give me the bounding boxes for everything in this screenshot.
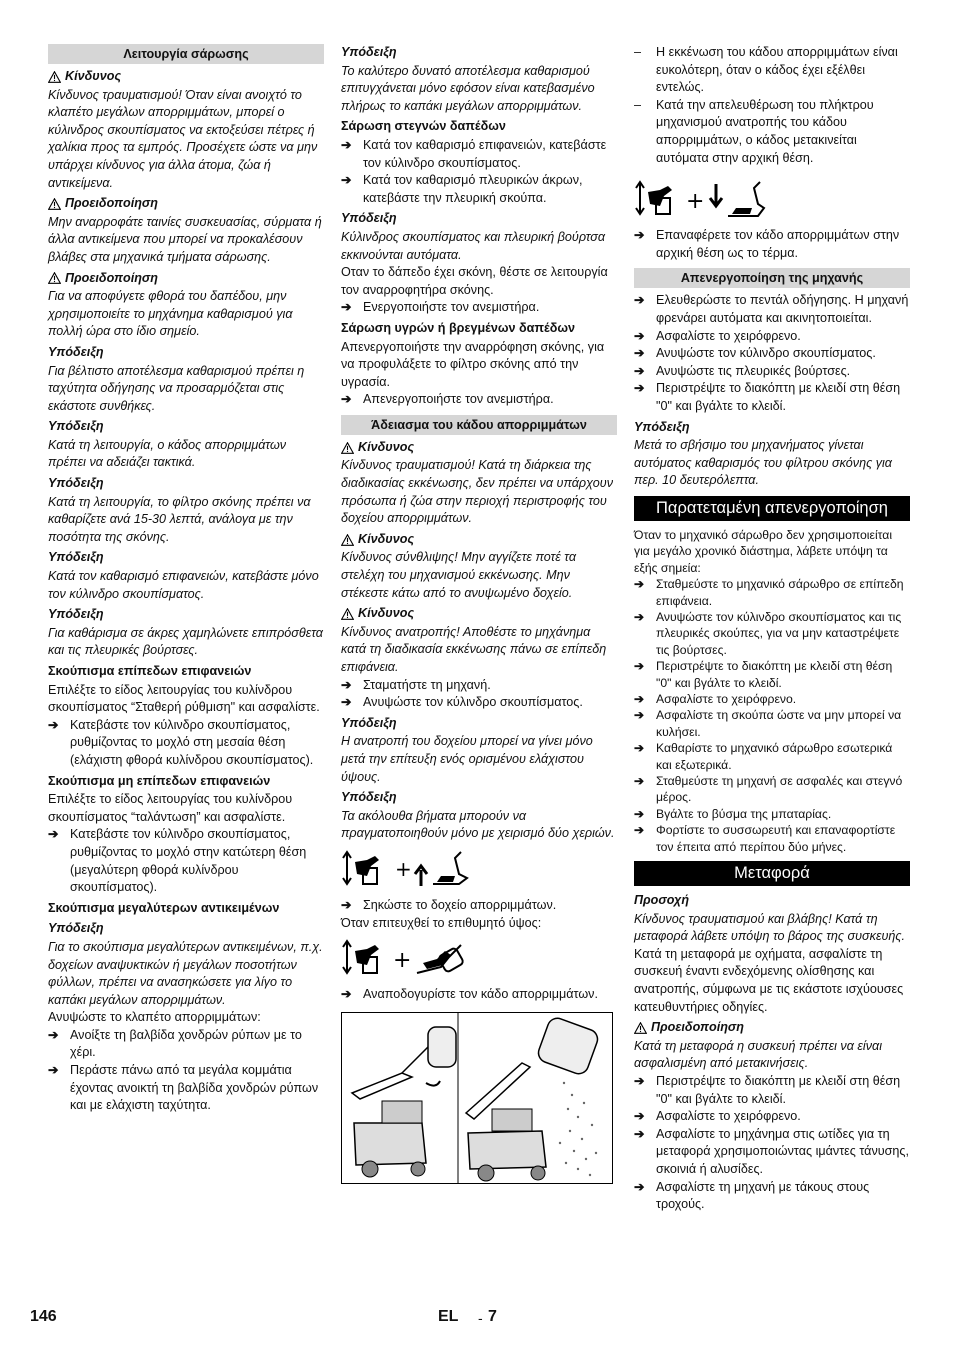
danger-heading: Κίνδυνος: [341, 439, 617, 457]
dash-item: – Η εκκένωση του κάδου απορριμμάτων είναι ευκολότερη, όταν ο κάδος έχει εξέλθει εντελώς.: [634, 44, 910, 97]
arrow-icon: ➔: [341, 300, 352, 315]
lift-container-pictogram: [341, 847, 617, 893]
arrow-icon: ➔: [634, 708, 645, 723]
column-left: [48, 44, 324, 1115]
step-item: ➔ Κατεβάστε τον κύλινδρο σκουπίσματος, ρυθμίζοντας το μοχλό στην κατώτερη θέση (μεγαλύτερη φθορά κυλίνδρου σκουπίσματος).: [48, 826, 324, 896]
step-item: ➔ Ελευθερώστε το πεντάλ οδήγησης. Η μηχανή φρενάρει αυτόματα και ακινητοποιείται.: [634, 292, 910, 327]
paragraph: Επιλέξτε το είδος λειτουργίας του κυλίνδρου σκουπίσματος “ταλάντωση” και ασφαλίστε.: [48, 792, 293, 824]
plus-sign: +: [393, 948, 412, 974]
arrow-icon: ➔: [634, 609, 645, 624]
paragraph: Όταν επιτευχθεί το επιθυμητό ύψος:: [341, 915, 542, 930]
step-item: ➔ Περιστρέψτε το διακόπτη με κλειδί στη θέση "0" και βγάλτε το κλειδί.: [634, 380, 910, 415]
note-text: Κατά τη λειτουργία, το φίλτρο σκόνης πρέπει να καθαρίζετε ανά 15-30 λεπτά, ανάλογα με την ποσότητα της σκόνης.: [48, 494, 311, 544]
danger-text: Κίνδυνος ανατροπής! Αποθέστε το μηχάνημα κατά τη διαδικασία εκκένωσης πάνω σε επίπεδη επιφάνεια.: [341, 624, 607, 674]
arrow-icon: ➔: [634, 577, 645, 592]
step-item: ➔ Ανυψώστε τον κύλινδρο σκουπίσματος και τις πλευρικές σκούπες, για να μην καταστρέψετε τις βούρτσες.: [634, 609, 902, 657]
arrow-icon: ➔: [634, 823, 645, 838]
note-heading: Υπόδειξη: [48, 550, 104, 565]
arrow-icon: ➔: [634, 691, 645, 706]
warning-heading: Προειδοποίηση: [48, 270, 324, 288]
sweeper-dumping-illustration: [342, 1013, 612, 1183]
warning-heading: Προειδοποίηση: [48, 195, 324, 213]
step-item: ➔ Καθαρίστε το μηχανικό σάρωθρο εσωτερικά και εξωτερικά.: [634, 741, 893, 772]
arrow-icon: ➔: [634, 1126, 645, 1141]
warning-triangle-icon: [634, 1022, 647, 1034]
note-text: Μετά το σβήσιμο του μηχανήματος γίνεται αυτόματος καθαρισμός του φίλτρου σκόνης για περ. 10 δευτερόλεπτα.: [634, 438, 892, 488]
arrow-icon: ➔: [634, 228, 645, 243]
arrow-icon: ➔: [341, 677, 352, 692]
paragraph: Κατά τη μεταφορά με οχήματα, ασφαλίστε τη συσκευή έναντι ενδεχόμενης ολίσθησης και ανατροπής, σύμφωνα με τις εκάστοτε ισχύουσες κατευθυντήριες οδηγίες.: [634, 946, 904, 1014]
step-item: ➔ Ασφαλίστε το χειρόφρενο.: [634, 691, 797, 706]
note-heading: Υπόδειξη: [341, 45, 397, 59]
column-middle: [341, 44, 617, 1184]
warning-triangle-icon: [341, 442, 354, 454]
warning-triangle-icon: [341, 534, 354, 546]
arrow-icon: ➔: [634, 659, 645, 674]
arrow-icon: ➔: [634, 328, 645, 343]
dash-item: – Κατά την απελευθέρωση του πλήκτρου μηχανισμού ανατροπής του κάδου απορριμμάτων, ο κάδος μετακινείται αυτόματα στην αρχική θέση.: [634, 97, 910, 167]
warning-heading: Προειδοποίηση: [634, 1019, 910, 1037]
note-text: Το καλύτερο δυνατό αποτέλεσμα καθαρισμού επιτυγχάνεται μόνο εφόσον είναι κατεβασμένο πλήρως το καπάκι μεγάλων απορριμμάτων.: [341, 63, 595, 113]
step-item: ➔ Ασφαλίστε το χειρόφρενο.: [634, 1108, 910, 1126]
step-item: ➔ Ασφαλίστε τη σκούπα ώστε να μην μπορεί να κυλήσει.: [634, 708, 902, 739]
danger-heading: Κίνδυνος: [48, 68, 324, 86]
arrow-icon: ➔: [634, 293, 645, 308]
step-item: ➔ Σταθμεύστε το μηχανικό σάρωθρο σε επίπεδη επιφάνεια.: [634, 577, 904, 608]
subheading-uneven-surfaces: Σκούπισμα μη επίπεδων επιφανειών: [48, 773, 271, 788]
warning-triangle-icon: [48, 272, 61, 284]
step-item: ➔ Περιστρέψτε το διακόπτη με κλειδί στη θέση "0" και βγάλτε το κλειδί.: [634, 1073, 910, 1108]
arrow-icon: ➔: [634, 363, 645, 378]
step-item: ➔ Κατά τον καθαρισμό πλευρικών άκρων, κατεβάστε την πλευρική σκούπα.: [341, 172, 617, 207]
arrow-icon: ➔: [634, 773, 645, 788]
paragraph: Ανυψώστε το κλαπέτο απορριμμάτων:: [48, 1010, 261, 1025]
step-item: ➔ Κατά τον καθαρισμό επιφανειών, κατεβάστε τον κύλινδρο σκουπίσματος.: [341, 137, 617, 172]
step-item: ➔ Ασφαλίστε το μηχάνημα στις ωτίδες για τη μεταφορά χρησιμοποιώντας ιμάντες τάνυσης, σκοινιά ή αλυσίδες.: [634, 1126, 910, 1179]
plus-sign: +: [395, 856, 412, 881]
section-title-long-shutdown: Παρατεταμένη απενεργοποίηση: [634, 496, 910, 521]
warning-text: Μην αναρροφάτε ταινίες συσκευασίας, σύρματα ή άλλα αντικείμενα που μπορεί να προκαλέσουν βλάβες στα μηχανικά τμήματα σάρωσης.: [48, 214, 322, 264]
paragraph: Οταν το δάπεδο έχει σκόνη, θέστε σε λειτουργία τον αναρροφητήρα σκόνης.: [341, 265, 608, 297]
caution-text: Κίνδυνος τραυματισμού και βλάβης! Κατά τη μεταφορά λάβετε υπόψη το βάρος της συσκευής.: [634, 911, 906, 944]
arrow-icon: ➔: [341, 897, 352, 912]
arrow-icon: ➔: [341, 392, 352, 407]
note-text: Κατά τη λειτουργία, ο κάδος απορριμμάτων πρέπει να αδειάζει τακτικά.: [48, 437, 287, 470]
note-text: Τα ακόλουθα βήματα μπορούν να πραγματοποιηθούν μόνο με χειρισμό δύο χεριών.: [341, 808, 615, 841]
section-title-emptying: Άδειασμα του κάδου απορριμμάτων: [341, 415, 617, 435]
note-text: Κατά τον καθαρισμό επιφανειών, κατεβάστε μόνο τον κύλινδρο σκουπίσματος.: [48, 569, 319, 601]
return-container-pictogram: [634, 177, 910, 223]
warning-triangle-icon: [341, 608, 354, 620]
caution-heading: Προσοχή: [634, 893, 690, 907]
tip-hand-icon: [341, 937, 471, 981]
step-item: ➔ Αναποδογυρίστε τον κάδο απορριμμάτων.: [341, 986, 617, 1004]
warning-text: Για να αποφύγετε φθορά του δαπέδου, μην χρησιμοποιείτε το μηχάνημα καθαρισμού για πολλή ώρα στο ίδιο σημείο.: [48, 289, 293, 339]
arrow-icon: ➔: [48, 1027, 59, 1042]
note-heading: Υπόδειξη: [634, 419, 690, 434]
danger-text: Κίνδυνος τραυματισμού! Όταν είναι ανοιχτό το κλαπέτο μεγάλων απορριμμάτων, μπορεί ο κύλινδρος σκουπίσματος να εκτοξεύσει πέτρες ή χαλίκια προς τα εμπρός. Προσέχετε ώστε να μην υπάρχει κίνδυνος για άλλα άτομα, ζώα ή αντικείμενα.: [48, 87, 318, 190]
step-item: ➔ Σηκώστε το δοχείο απορριμμάτων.: [341, 897, 617, 915]
dash-icon: –: [634, 97, 642, 112]
arrow-icon: ➔: [634, 741, 645, 756]
dash-icon: –: [634, 45, 642, 59]
danger-heading: Κίνδυνος: [341, 605, 617, 623]
note-heading: Υπόδειξη: [48, 921, 104, 936]
step-item: ➔ Ενεργοποιήστε τον ανεμιστήρα.: [341, 299, 617, 317]
plus-sign: +: [686, 189, 705, 215]
warning-text: Κατά τη μεταφορά η συσκευή πρέπει να είναι ασφαλισμένη από μετακινήσεις.: [634, 1038, 882, 1071]
arrow-icon: ➔: [48, 1063, 59, 1078]
step-item: ➔ Περάστε πάνω από τα μεγάλα κομμάτια έχοντας ανοικτή τη βαλβίδα χονδρών ρύπων και με ελάχιστη ταχύτητα.: [48, 1062, 324, 1115]
arrow-icon: ➔: [634, 346, 645, 361]
page-number: 146: [30, 1308, 57, 1325]
note-text: Για το σκούπισμα μεγαλύτερων αντικειμένων, π.χ. δοχείων αναψυκτικών ή μεγάλων ποσοτήτων φύλλων, πρέπει να ανασηκώσετε για λίγο το καπάκι μεγάλων απορριμμάτων.: [48, 939, 323, 1007]
note-heading: Υπόδειξη: [341, 715, 397, 730]
step-item: ➔ Βγάλτε το βύσμα της μπαταρίας.: [634, 806, 832, 821]
note-heading: Υπόδειξη: [48, 607, 104, 622]
lift-hand-pedal-icon: [341, 848, 471, 892]
paragraph: Όταν το μηχανικό σάρωθρο δεν χρησιμοποιείται για μεγάλο χρονικό διάστημα, λάβετε υπόψη τα εξής σημεία:: [634, 527, 893, 575]
subheading-larger-objects: Σκούπισμα μεγαλύτερων αντικειμένων: [48, 900, 280, 915]
return-container-icon: [634, 178, 768, 222]
emptying-illustration: [341, 1012, 613, 1184]
arrow-icon: ➔: [341, 987, 352, 1002]
footer-separator: -: [478, 1310, 483, 1326]
step-item: ➔ Ασφαλίστε το χειρόφρενο.: [634, 328, 910, 346]
note-heading: Υπόδειξη: [48, 344, 104, 359]
column-right: [634, 44, 910, 1214]
arrow-icon: ➔: [634, 806, 645, 821]
note-text: Για βέλτιστο αποτέλεσμα καθαρισμού πρέπει η ταχύτητα οδήγησης να προσαρμόζεται στις εκάστοτε συνθήκες.: [48, 363, 305, 413]
paragraph: Απενεργοποιήστε την αναρρόφηση σκόνης, για να προφυλάξετε το φίλτρο σκόνης από την υγρασία.: [341, 339, 605, 389]
arrow-icon: ➔: [48, 827, 59, 842]
arrow-icon: ➔: [634, 381, 645, 396]
warning-triangle-icon: [48, 71, 61, 83]
note-heading: Υπόδειξη: [48, 419, 104, 434]
arrow-icon: ➔: [634, 1109, 645, 1124]
step-item: ➔ Σταθμεύστε τη μηχανή σε ασφαλές και στεγνό μέρος.: [634, 773, 903, 805]
section-title-shutdown: Απενεργοποίηση της μηχανής: [634, 268, 910, 288]
arrow-icon: ➔: [341, 695, 352, 710]
paragraph: Επιλέξτε το είδος λειτουργίας του κυλίνδρου σκουπίσματος “Σταθερή ρύθμιση" και ασφαλίστε.: [48, 682, 320, 715]
step-item: ➔ Ανοίξτε τη βαλβίδα χονδρών ρύπων με το χέρι.: [48, 1027, 324, 1062]
language-code: EL: [438, 1308, 459, 1325]
arrow-icon: ➔: [634, 1179, 645, 1194]
danger-text: Κίνδυνος σύνθλιψης! Μην αγγίζετε ποτέ τα στελέχη του μηχανισμού εκκένωσης. Μην στέκεστε κάτω από το ανυψωμένο δοχείο.: [341, 550, 577, 600]
note-text: Για καθάρισμα σε άκρες χαμηλώνετε επιπρόσθετα και τις πλευρικές βούρτσες.: [48, 625, 323, 658]
step-item: ➔ Κατεβάστε τον κύλινδρο σκουπίσματος, ρυθμίζοντας το μοχλό στη μεσαία θέση (ελάχιστη φθορά κυλίνδρου σκουπίσματος).: [48, 717, 324, 770]
arrow-icon: ➔: [341, 173, 352, 188]
subheading-dry-floors: Σάρωση στεγνών δαπέδων: [341, 119, 506, 134]
tip-container-pictogram: [341, 936, 617, 982]
section-title-sweeping: Λειτουργία σάρωσης: [48, 44, 324, 64]
subheading-flat-surfaces: Σκούπισμα επίπεδων επιφανειών: [48, 664, 252, 678]
arrow-icon: ➔: [48, 717, 59, 732]
section-title-transport: Μεταφορά: [634, 861, 910, 886]
danger-text: Κίνδυνος τραυματισμού! Κατά τη διάρκεια της διαδικασίας εκκένωσης, δεν πρέπει να υπάρχουν πρόσωπα ή ζώα στην περιοχή περιστροφής του δοχείου απορριμμάτων.: [341, 458, 613, 526]
danger-heading: Κίνδυνος: [341, 531, 617, 549]
step-item: ➔ Ασφαλίστε τη μηχανή με τάκους στους τροχούς.: [634, 1179, 910, 1214]
subheading-wet-floors: Σάρωση υγρών ή βρεγμένων δαπέδων: [341, 320, 575, 335]
step-item: ➔ Επαναφέρετε τον κάδο απορριμμάτων στην αρχική θέση ως το τέρμα.: [634, 227, 910, 262]
step-item: ➔ Ανυψώστε τις πλευρικές βούρτσες.: [634, 363, 910, 381]
step-item: ➔ Φορτίστε το συσσωρευτή και επαναφορτίστε τον έπειτα από περίπου δύο μήνες.: [634, 823, 896, 854]
step-item: ➔ Σταματήστε τη μηχανή.: [341, 677, 617, 695]
note-text: Η ανατροπή του δοχείου μπορεί να γίνει μόνο μετά την επίτευξη ενός ορισμένου ελάχιστου ύψους.: [341, 734, 593, 784]
arrow-icon: ➔: [341, 137, 352, 152]
step-item: ➔ Ανυψώστε τον κύλινδρο σκουπίσματος.: [634, 345, 910, 363]
note-heading: Υπόδειξη: [48, 476, 104, 491]
note-text: Κύλινδρος σκουπίσματος και πλευρική βούρτσα εκκινούνται αυτόματα.: [341, 229, 606, 262]
section-page-number: 7: [488, 1308, 497, 1325]
arrow-icon: ➔: [634, 1073, 645, 1088]
step-item: ➔ Ανυψώστε τον κύλινδρο σκουπίσματος.: [341, 694, 617, 712]
step-item: ➔ Περιστρέψτε το διακόπτη με κλειδί στη θέση "0" και βγάλτε το κλειδί.: [634, 659, 893, 690]
note-heading: Υπόδειξη: [341, 211, 397, 226]
step-item: ➔ Απενεργοποιήστε τον ανεμιστήρα.: [341, 391, 617, 409]
note-heading: Υπόδειξη: [341, 790, 397, 805]
warning-triangle-icon: [48, 198, 61, 210]
